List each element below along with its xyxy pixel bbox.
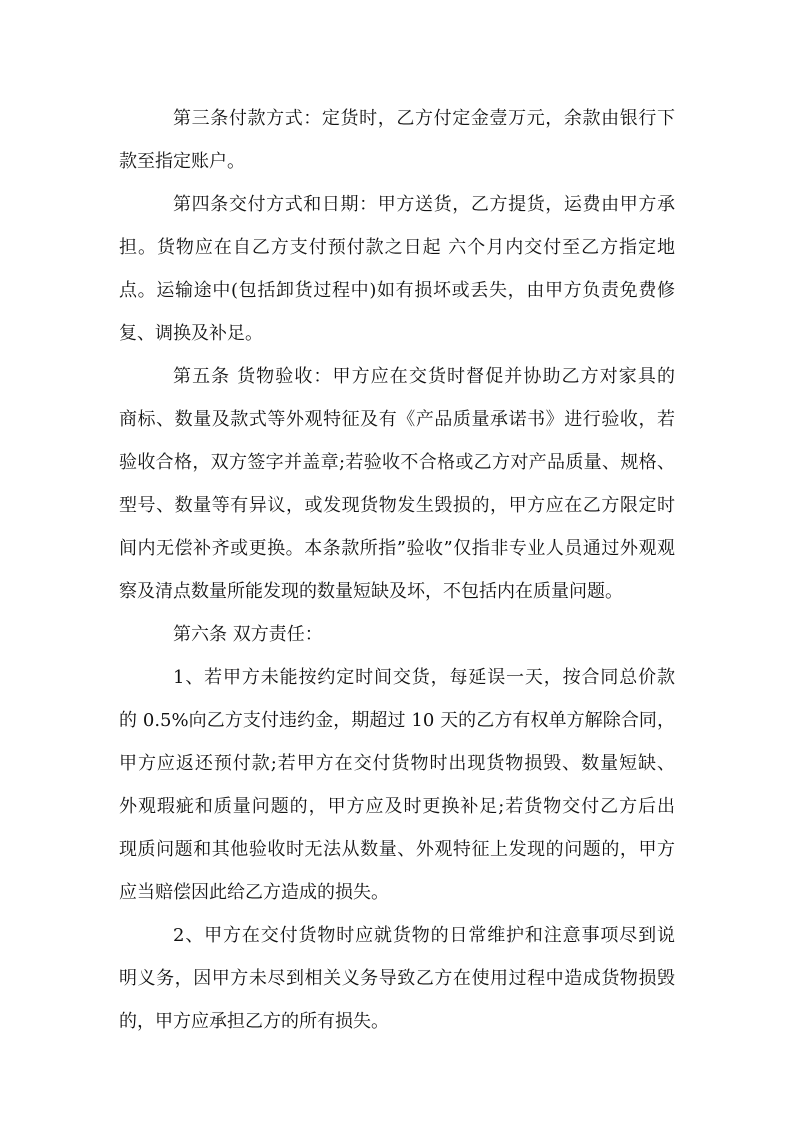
text-line: 现质问题和其他验收时无法从数量、外观特征上发现的问题的，甲方 <box>119 839 675 860</box>
paragraph-article-3 <box>119 97 675 183</box>
document-body <box>119 97 675 1043</box>
text-line: 的，甲方应承担乙方的所有损失。 <box>119 1011 389 1032</box>
text-line: 点。运输途中(包括卸货过程中)如有损坏或丢失，由甲方负责免费修 <box>119 280 675 301</box>
text-line: 1、若甲方未能按约定时间交货，每延误一天，按合同总价款 <box>173 667 675 688</box>
text-line: 验收合格，双方签字并盖章;若验收不合格或乙方对产品质量、规格、 <box>119 452 675 473</box>
text-line: 间内无偿补齐或更换。本条款所指”验收”仅指非专业人员通过外观观 <box>119 538 675 559</box>
text-line: 第六条 双方责任： <box>173 624 323 645</box>
text-line: 复、调换及补足。 <box>119 323 263 344</box>
text-line: 款至指定账户。 <box>119 151 245 172</box>
paragraph-article-6-item-1 <box>119 656 675 914</box>
text-line: 甲方应返还预付款;若甲方在交付货物时出现货物损毁、数量短缺、 <box>119 753 675 774</box>
text-line: 察及清点数量所能发现的数量短缺及坏，不包括内在质量问题。 <box>119 581 623 602</box>
text-line: 2、甲方在交付货物时应就货物的日常维护和注意事项尽到说 <box>173 925 675 946</box>
paragraph-article-4 <box>119 183 675 355</box>
text-line: 第四条交付方式和日期：甲方送货，乙方提货，运费由甲方承 <box>173 194 675 215</box>
text-line: 第三条付款方式：定货时，乙方付定金壹万元，余款由银行下 <box>173 108 675 129</box>
text-line: 第五条 货物验收：甲方应在交货时督促并协助乙方对家具的 <box>173 366 675 387</box>
paragraph-article-5 <box>119 355 675 613</box>
paragraph-article-6-item-2 <box>119 914 675 1043</box>
text-line: 的 0.5%向乙方支付违约金，期超过 10 天的乙方有权单方解除合同， <box>119 710 675 731</box>
text-line: 应当赔偿因此给乙方造成的损失。 <box>119 882 389 903</box>
text-line: 型号、数量等有异议，或发现货物发生毁损的，甲方应在乙方限定时 <box>119 495 675 516</box>
text-line: 明义务，因甲方未尽到相关义务导致乙方在使用过程中造成货物损毁 <box>119 968 675 989</box>
text-line: 外观瑕疵和质量问题的，甲方应及时更换补足;若货物交付乙方后出 <box>119 796 675 817</box>
text-line: 商标、数量及款式等外观特征及有《产品质量承诺书》进行验收，若 <box>119 409 675 430</box>
paragraph-article-6-heading <box>119 613 675 656</box>
text-line: 担。货物应在自乙方支付预付款之日起 六个月内交付至乙方指定地 <box>119 237 675 258</box>
